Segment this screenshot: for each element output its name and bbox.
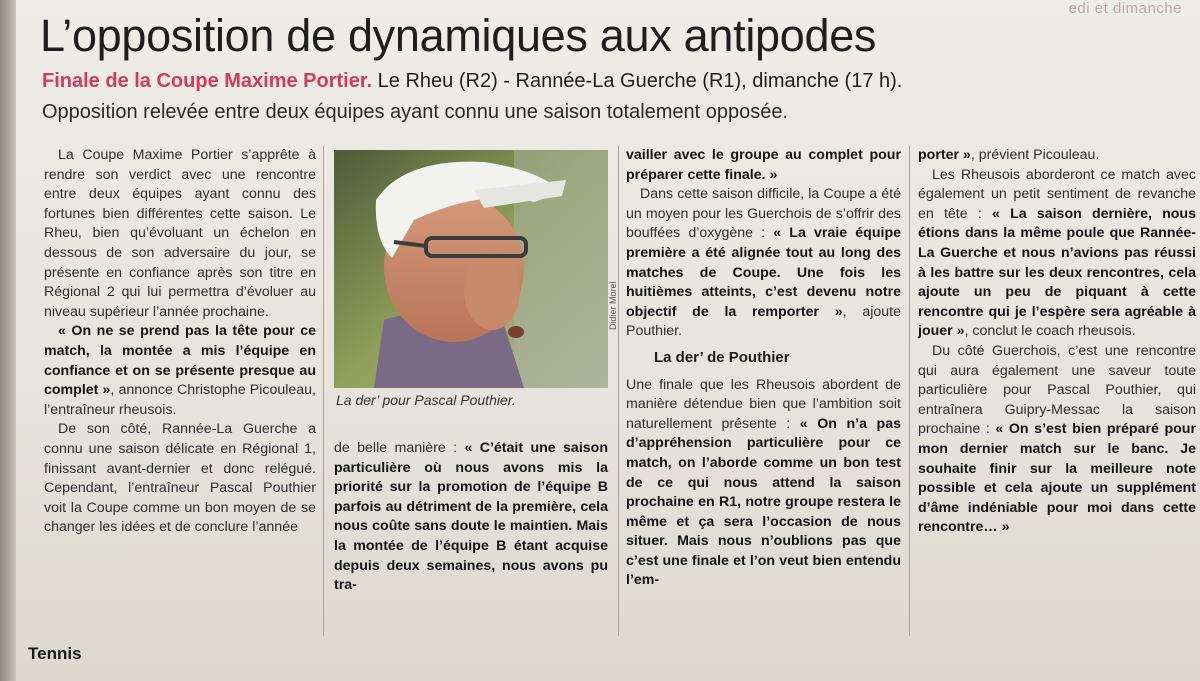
quote: vailler avec le groupe au complet pour préparer cette finale. »	[626, 147, 901, 183]
quote: « La saison dernière, nous étions dans la même poule que Rannée-La Guerche et nous n’avions pas réussi à les battre sur les deux rencontres, cela ajoute un peu de piquant à cette rencontre qui je l’espère sera agréable à jouer »	[918, 205, 1196, 340]
coach-photo-image	[334, 150, 608, 388]
quote: porter »	[918, 147, 971, 163]
column-3	[626, 146, 901, 591]
paragraph: De son côté, Rannée-La Guerche a connu une saison délicate en Régional 1, finissant avant-dernier et donc relégué. Cependant, l’entraîneur Pascal Pouthier voit la Coupe comme un bon moyen de se changer les idées et de conclure l’année	[44, 421, 316, 536]
page-edge-shadow	[0, 0, 16, 681]
paragraph	[626, 146, 901, 185]
paragraph: Une finale que les Rheusois abordent de manière détendue bien que l’ambition soit naturellement présente : « On n’a pas d’appréhension particulière pour ce match, on l’aborde comme un bon test de ce qui nous attend la saison prochaine en R1, notre groupe restera le même et ça sera l’occasion de nous situer. Mais nous n’oublions pas que c’est une finale et l’on veut bien entendu l’em-	[626, 376, 901, 589]
photo-caption: La der’ pour Pascal Pouthier.	[336, 392, 516, 408]
photo-credit: Didier Morel	[608, 281, 618, 330]
quote: « C’était une saison particulière où nous avons mis la priorité sur la promotion de l’équipe B parfois au détriment de la première, cela nous coûte sans doute le maintien. Mais la montée de l’équipe B étant acquise depuis deux semaines, nous avons pu tra-	[334, 440, 608, 594]
column-divider	[323, 146, 324, 636]
paragraph: La Coupe Maxime Portier s’apprête à rendre son verdict avec une rencontre entre deux équipes ayant connu des fortunes bien différentes cette saison. Le Rheu, bien qu’évoluant un échelon en dessous de son adversaire du jour, se présente en confiance après son titre en Régional 2 qui lui permettra d’évoluer au niveau supérieur l’année prochaine.	[44, 147, 316, 320]
event-name: Finale de la Coupe Maxime Portier.	[42, 70, 373, 92]
column-4	[918, 146, 1196, 538]
quote: « On ne se prend pas la tête pour ce match, la montée a mis l’équipe en confiance et on se présente presque au complet »	[44, 323, 316, 399]
match-details: Le Rheu (R2) - Rannée-La Guerche (R1), dimanche (17 h).	[372, 70, 903, 92]
paragraph: de belle manière : « C’était une saison particulière où nous avons mis la priorité sur la promotion de l’équipe B parfois au détriment de la première, cela nous coûte sans doute le maintien. Mais la montée de l’équipe B étant acquise depuis deux semaines, nous avons pu tra-	[334, 440, 608, 594]
section-rubric: Tennis	[28, 644, 82, 663]
article-standfirst: Opposition relevée entre deux équipes ayant connu une saison totalement opposée.	[42, 101, 789, 123]
paragraph: Les Rheusois aborderont ce match avec également un petit sentiment de revanche en tête : « La saison dernière, nous étions dans la même poule que Rannée-La Guerche et nous n’avions pas réussi à les battre sur les deux rencontres, cela ajoute un peu de piquant à cette rencontre qui je l’espère sera agréable à jouer », conclut le coach rheusois.	[918, 166, 1196, 340]
paragraph: Dans cette saison difficile, la Coupe a été un moyen pour les Guerchois de s’offrir des bouffées d’oxygène : « La vraie équipe première a été alignée tout au long des matches de Coupe. Une fois les huitièmes atteints, c’est devenu notre objectif de la remporter », ajoute Pouthier.	[626, 186, 901, 340]
paragraph: porter », prévient Picouleau.	[918, 147, 1100, 163]
show-through-text: edi et dimanche	[1068, 0, 1182, 17]
column-1	[44, 146, 316, 538]
paragraph: Du côté Guerchois, c’est une rencontre qui aura également une saveur toute particulière pour Pascal Pouthier, qui entraînera Guipry-Messac la saison prochaine : « On s’est bien préparé pour mon dernier match sur le banc. Je souhaite finir sur la meilleure note possible et cela ajoute un supplément d’âme indéniable pour moi dans cette rencontre… »	[918, 342, 1196, 536]
column-divider	[618, 146, 619, 636]
paragraph: « On ne se prend pas la tête pour ce match, la montée a mis l’équipe en confiance et on se présente presque au complet », annonce Christophe Picouleau, l’entraîneur rheusois.	[44, 323, 316, 418]
crosshead: La der’ de Pouthier	[654, 348, 790, 366]
quote: « On n’a pas d’appréhension particulière pour ce match, on l’aborde comme un bon test de ce qui nous attend la saison prochaine en R1, notre groupe restera le même et ça sera l’occasion de nous situer. Mais nous n’oublions pas que c’est une finale et l’on veut bien entendu l’em-	[626, 415, 901, 589]
column-divider	[909, 146, 910, 636]
coach-photo	[334, 150, 608, 388]
quote: « On s’est bien préparé pour mon dernier match sur le banc. Je souhaite finir sur la meilleure note possible et cela ajoute un supplément d’âme indéniable pour moi dans cette rencontre… »	[918, 421, 1196, 536]
article-subhead	[42, 70, 902, 93]
column-2	[334, 439, 608, 596]
article-headline: L’opposition de dynamiques aux antipodes	[40, 10, 877, 61]
quote: « La vraie équipe première a été alignée tout au long des matches de Coupe. Une fois les huitièmes atteints, c’est devenu notre objectif de la remporter »	[626, 225, 901, 320]
